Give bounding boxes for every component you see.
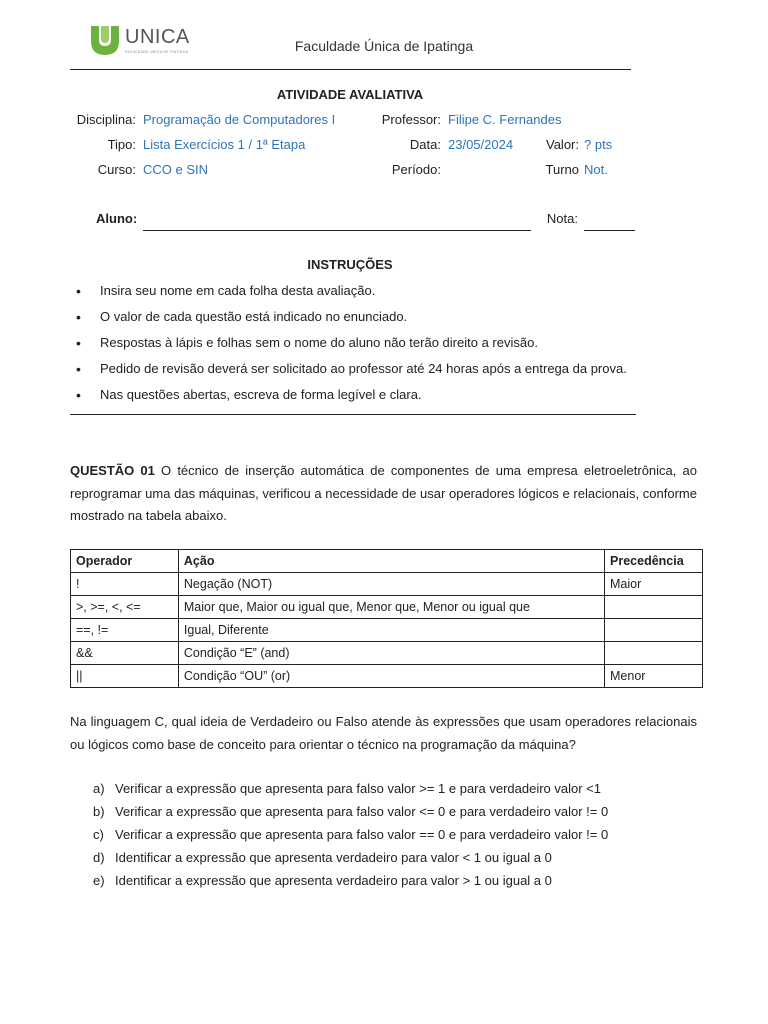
table-row xyxy=(71,573,703,596)
disciplina-value: Programação de Computadores I xyxy=(143,112,336,127)
instructions-divider xyxy=(70,414,636,415)
table-header-row xyxy=(71,550,703,573)
table-header-cell: Operador xyxy=(71,550,179,573)
question-prompt: Na linguagem C, qual ideia de Verdadeiro ou Falso atende às expressões que usam operadores relacionais ou lógicos como base de conceito para orientar o técnico na programação da máquina? xyxy=(70,714,697,752)
table-cell: ! xyxy=(71,573,179,596)
question-intro-text: O técnico de inserção automática de componentes de uma empresa eletroeletrônica, ao reprogramar uma das máquinas, verificou a necessidade de usar operadores lógicos e relacionais, conforme mostrado na tabela abaixo. xyxy=(70,463,697,523)
instruction-item: • Nas questões abertas, escreva de forma legível e clara. xyxy=(76,386,696,412)
option-letter: a) xyxy=(93,781,105,796)
institution-name: Faculdade Única de Ipatinga xyxy=(294,38,474,54)
table-row xyxy=(71,642,703,665)
option-text: Identificar a expressão que apresenta verdadeiro para valor < 1 ou igual a 0 xyxy=(115,850,552,865)
curso-label: Curso: xyxy=(97,162,136,177)
valor-label: Valor: xyxy=(546,137,579,152)
option-text: Verificar a expressão que apresenta para falso valor >= 1 e para verdadeiro valor <1 xyxy=(115,781,601,796)
nota-label: Nota: xyxy=(546,211,578,226)
answer-option-c[interactable] xyxy=(93,826,693,849)
table-row xyxy=(71,619,703,642)
table-cell: Condição “E” (and) xyxy=(178,642,604,665)
table-cell: Condição “OU” (or) xyxy=(178,665,604,688)
aluno-field-line[interactable] xyxy=(143,230,531,231)
question-label: QUESTÃO 01 xyxy=(70,463,155,478)
answer-option-a[interactable] xyxy=(93,780,693,803)
professor-label: Professor: xyxy=(381,112,441,127)
option-text: Verificar a expressão que apresenta para falso valor <= 0 e para verdadeiro valor != 0 xyxy=(115,804,609,819)
activity-title: ATIVIDADE AVALIATIVA xyxy=(276,87,424,102)
turno-value: Not. xyxy=(584,162,608,177)
tipo-label: Tipo: xyxy=(107,137,136,152)
table-cell xyxy=(605,619,703,642)
answer-option-d[interactable] xyxy=(93,849,693,872)
instructions-list xyxy=(76,282,696,412)
instruction-item: • O valor de cada questão está indicado no enunciado. xyxy=(76,308,696,334)
option-text: Identificar a expressão que apresenta verdadeiro para valor > 1 ou igual a 0 xyxy=(115,873,552,888)
periodo-label: Período: xyxy=(391,162,441,177)
table-cell: ==, != xyxy=(71,619,179,642)
disciplina-label: Disciplina: xyxy=(76,112,136,127)
instruction-item: • Pedido de revisão deverá ser solicitado ao professor até 24 horas após a entrega da prova. xyxy=(76,360,696,386)
answer-options xyxy=(93,780,693,895)
professor-value: Filipe C. Fernandes xyxy=(448,112,562,127)
table-header-cell: Precedência xyxy=(605,550,703,573)
table-cell: && xyxy=(71,642,179,665)
logo-tagline: FACULDADE ÚNICA DE IPATINGA xyxy=(125,50,189,54)
header-divider xyxy=(70,69,631,70)
aluno-label: Aluno: xyxy=(96,211,138,226)
instruction-item: • Insira seu nome em cada folha desta avaliação. xyxy=(76,282,696,308)
table-cell: >, >=, <, <= xyxy=(71,596,179,619)
table-cell: Negação (NOT) xyxy=(178,573,604,596)
table-cell: || xyxy=(71,665,179,688)
instruction-item: • Respostas à lápis e folhas sem o nome do aluno não terão direito a revisão. xyxy=(76,334,696,360)
turno-label: Turno xyxy=(545,162,579,177)
table-cell: Menor xyxy=(605,665,703,688)
table-row xyxy=(71,596,703,619)
table-cell: Maior que, Maior ou igual que, Menor que, Menor ou igual que xyxy=(178,596,604,619)
option-text: Verificar a expressão que apresenta para falso valor == 0 e para verdadeiro valor != 0 xyxy=(115,827,609,842)
valor-value: ? pts xyxy=(584,137,613,152)
tipo-value: Lista Exercícios 1 / 1ª Etapa xyxy=(143,137,306,152)
option-letter: e) xyxy=(93,873,105,888)
data-label: Data: xyxy=(409,137,441,152)
option-letter: c) xyxy=(93,827,104,842)
table-cell xyxy=(605,596,703,619)
instructions-title: INSTRUÇÕES xyxy=(307,257,393,272)
operators-table xyxy=(70,549,703,688)
table-cell: Maior xyxy=(605,573,703,596)
data-value: 23/05/2024 xyxy=(448,137,514,152)
curso-value: CCO e SIN xyxy=(143,162,209,177)
table-cell xyxy=(605,642,703,665)
nota-field-line[interactable] xyxy=(584,230,635,231)
answer-option-e[interactable] xyxy=(93,872,693,895)
table-row xyxy=(71,665,703,688)
logo-wordmark: UNICA xyxy=(125,26,190,48)
table-cell: Igual, Diferente xyxy=(178,619,604,642)
option-letter: b) xyxy=(93,804,105,819)
answer-option-b[interactable] xyxy=(93,803,693,826)
option-letter: d) xyxy=(93,850,105,865)
question-intro xyxy=(70,460,697,528)
table-header-cell: Ação xyxy=(178,550,604,573)
